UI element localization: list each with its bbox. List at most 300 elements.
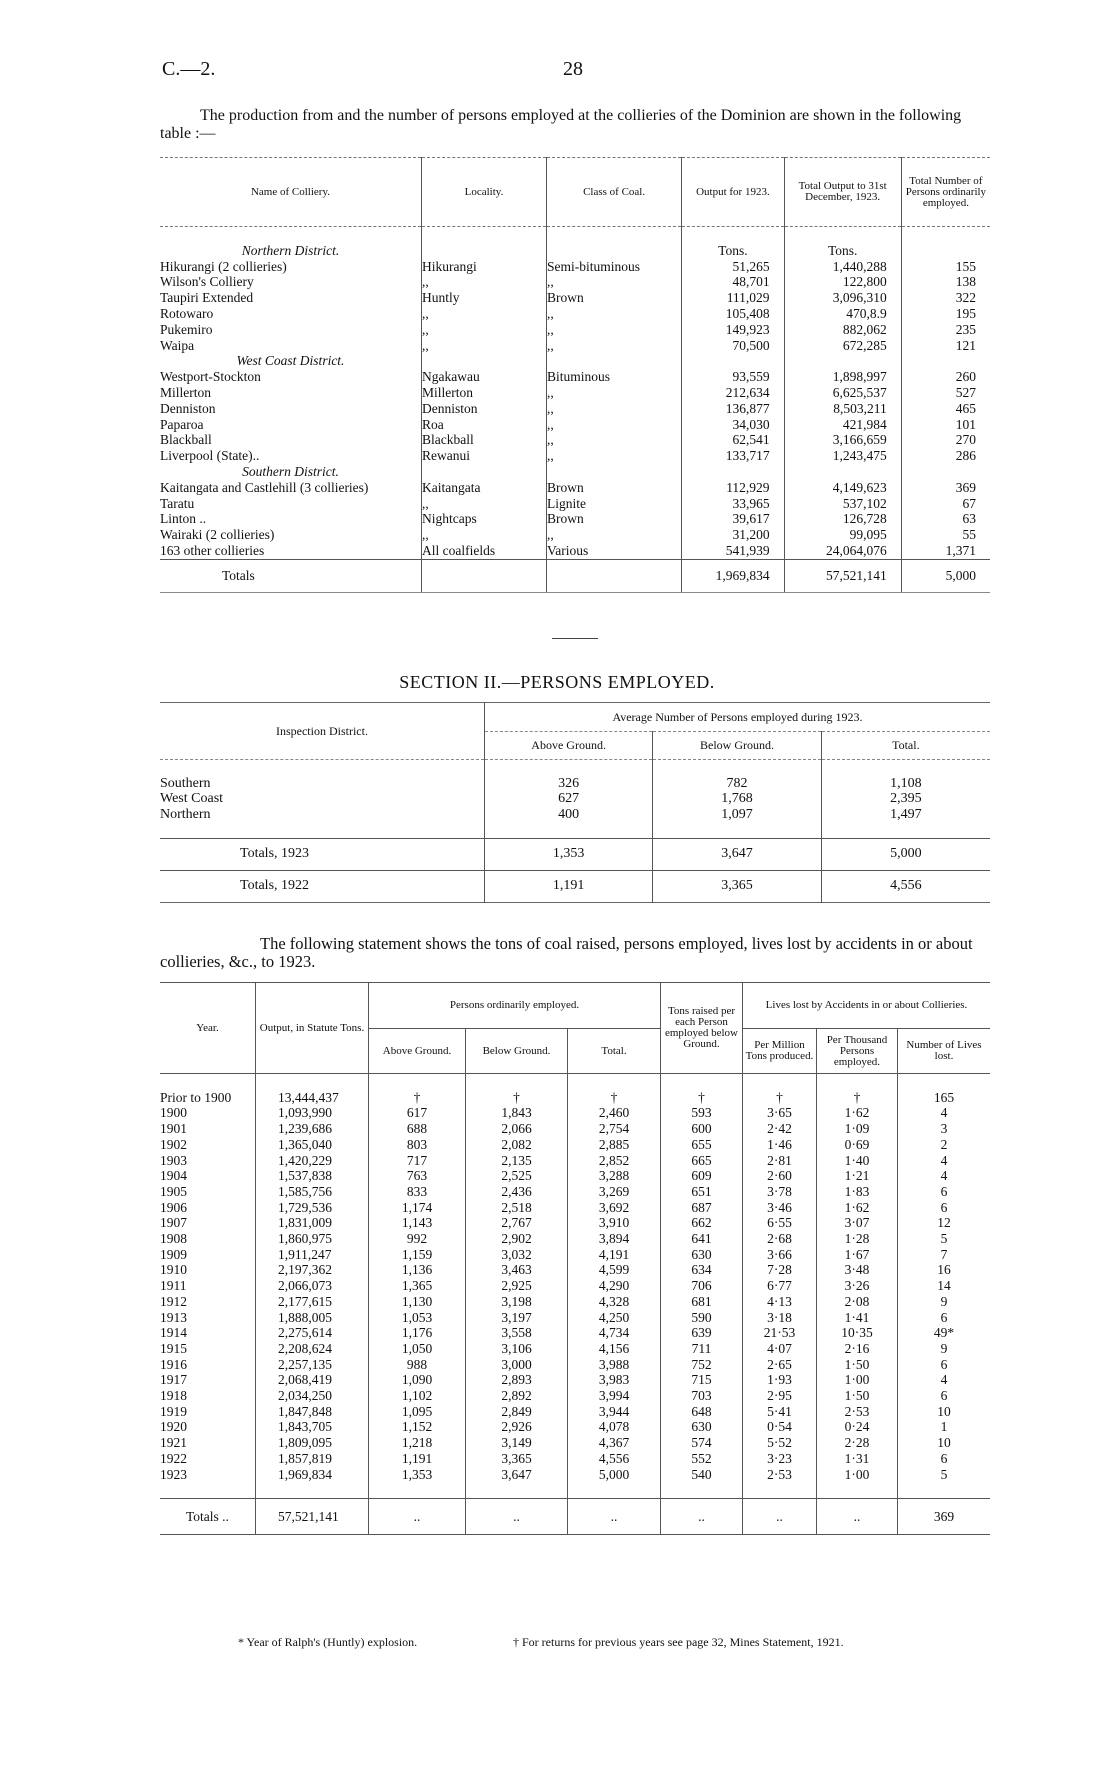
colliery-name: Linton .. (160, 511, 421, 527)
document-code: C.—2. (162, 58, 216, 80)
persons-employed: 527 (955, 384, 976, 400)
output-1923: 33,965 (682, 496, 784, 512)
below-ground: 2,436 (466, 1184, 568, 1200)
colliery-row (160, 274, 990, 290)
colliery-production-table (160, 157, 990, 593)
total: 4,290 (568, 1278, 661, 1294)
col-per-million: Per Million Tons produced. (743, 1029, 817, 1074)
total-output: 24,064,076 (784, 543, 901, 559)
per-million: 4·13 (743, 1294, 817, 1310)
below-ground: 2,892 (466, 1388, 568, 1404)
above-ground: 1,176 (369, 1325, 466, 1341)
year-row (160, 1419, 990, 1435)
below-ground: † (466, 1090, 568, 1106)
intro-paragraph: The production from and the number of persons employed at the collieries of the Dominion are shown in the following table :— (160, 107, 962, 142)
output: 2,257,135 (256, 1357, 369, 1373)
total: 4,156 (568, 1341, 661, 1357)
totals-output: 1,969,834 (682, 559, 784, 592)
per-thousand: 1·00 (817, 1372, 898, 1388)
above-ground: 1,365 (369, 1278, 466, 1294)
output-1923: 93,559 (682, 369, 784, 385)
class-of-coal: Brown (547, 511, 682, 527)
locality: ,, (421, 496, 546, 512)
per-million: 2·81 (743, 1153, 817, 1169)
locality: Denniston (421, 401, 546, 417)
persons-employed: 155 (955, 258, 976, 274)
year: 1909 (160, 1247, 256, 1263)
locality: ,, (421, 338, 546, 354)
tons-per-person: † (661, 1090, 743, 1106)
year: 1918 (160, 1388, 256, 1404)
colliery-row (160, 543, 990, 559)
colliery-name: Millerton (160, 385, 421, 401)
class-of-coal: Semi-bituminous (547, 259, 682, 275)
year-row (160, 1451, 990, 1467)
total-output: 672,285 (784, 338, 901, 354)
col-class: Class of Coal. (547, 158, 682, 227)
lives-lost: 49* (933, 1325, 955, 1341)
persons-employed: 235 (955, 321, 976, 337)
per-thousand: 1·09 (817, 1121, 898, 1137)
output-1923: 34,030 (682, 417, 784, 433)
below-ground: 2,135 (466, 1153, 568, 1169)
footnote-dagger: † For returns for previous years see page 32, Mines Statement, 1921. (513, 1635, 844, 1649)
output-1923: 31,200 (682, 527, 784, 543)
output-1923: 105,408 (682, 306, 784, 322)
output: 1,365,040 (256, 1137, 369, 1153)
persons-employed: 270 (955, 432, 976, 448)
below-ground: 2,849 (466, 1404, 568, 1420)
class-of-coal: ,, (547, 448, 682, 464)
locality: Nightcaps (421, 511, 546, 527)
per-million: 3·78 (743, 1184, 817, 1200)
year: 1900 (160, 1105, 256, 1121)
locality: Ngakawau (421, 369, 546, 385)
output-1923: 62,541 (682, 432, 784, 448)
year: 1907 (160, 1215, 256, 1231)
colliery-row (160, 306, 990, 322)
below-ground: 3,000 (466, 1357, 568, 1373)
locality: ,, (421, 274, 546, 290)
total: 2,885 (568, 1137, 661, 1153)
class-of-coal: ,, (547, 527, 682, 543)
lives-lost: 6 (940, 1309, 948, 1325)
output: 2,197,362 (256, 1262, 369, 1278)
above-ground: 1,143 (369, 1215, 466, 1231)
per-thousand: 1·41 (817, 1310, 898, 1326)
year-row (160, 1310, 990, 1326)
persons-employed: 63 (962, 511, 976, 527)
lives-lost: 6 (940, 1450, 948, 1466)
year: 1908 (160, 1231, 256, 1247)
class-of-coal: ,, (547, 417, 682, 433)
output: 1,843,705 (256, 1419, 369, 1435)
section-title: SECTION II.—PERSONS EMPLOYED. (399, 672, 715, 692)
year-row (160, 1231, 990, 1247)
output: 1,831,009 (256, 1215, 369, 1231)
year-row (160, 1357, 990, 1373)
below-ground: 3,149 (466, 1435, 568, 1451)
total-output: 126,728 (784, 511, 901, 527)
total: 3,269 (568, 1184, 661, 1200)
output: 1,093,990 (256, 1105, 369, 1121)
colliery-row (160, 448, 990, 464)
year: 1911 (160, 1278, 256, 1294)
per-million: 3·66 (743, 1247, 817, 1263)
above-ground: 1,130 (369, 1294, 466, 1310)
per-thousand: 3·07 (817, 1215, 898, 1231)
lives-lost: 16 (937, 1262, 951, 1278)
total-output: 1,898,997 (784, 369, 901, 385)
totals-label: Totals (160, 559, 421, 592)
year-row (160, 1215, 990, 1231)
class-of-coal: ,, (547, 274, 682, 290)
colliery-name: Liverpool (State).. (160, 448, 421, 464)
tons-per-person: 630 (661, 1247, 743, 1263)
col-below: Below Ground. (466, 1029, 568, 1074)
per-million: 5·41 (743, 1404, 817, 1420)
year-row (160, 1153, 990, 1169)
persons-employed: 322 (955, 290, 976, 306)
colliery-name: Kaitangata and Castlehill (3 collieries) (160, 480, 421, 496)
tons-per-person: 703 (661, 1388, 743, 1404)
per-thousand: 2·28 (817, 1435, 898, 1451)
tons-per-person: 600 (661, 1121, 743, 1137)
per-thousand: 1·00 (817, 1467, 898, 1483)
persons-employed: 286 (955, 448, 976, 464)
col-lives-group: Lives lost by Accidents in or about Collieries. (743, 983, 991, 1029)
below-ground: 3,558 (466, 1325, 568, 1341)
tons-per-person: 655 (661, 1137, 743, 1153)
colliery-row (160, 496, 990, 512)
persons-employed: 101 (955, 416, 976, 432)
col-output: Output, in Statute Tons. (256, 983, 369, 1074)
totals-1922-row (160, 870, 990, 902)
col-district: Inspection District. (160, 703, 484, 760)
colliery-row (160, 511, 990, 527)
above-ground: † (369, 1090, 466, 1106)
locality: Roa (421, 417, 546, 433)
per-thousand: 1·40 (817, 1153, 898, 1169)
class-of-coal: Bituminous (547, 369, 682, 385)
lives-lost: 4 (940, 1152, 948, 1168)
below-ground: 782 (653, 776, 821, 792)
total: 2,852 (568, 1153, 661, 1169)
output-1923: 39,617 (682, 511, 784, 527)
class-of-coal: Brown (547, 480, 682, 496)
col-above: Above Ground. (369, 1029, 466, 1074)
tons-per-person: 574 (661, 1435, 743, 1451)
below-ground: 3,463 (466, 1262, 568, 1278)
above-ground: 992 (369, 1231, 466, 1247)
total: 3,988 (568, 1357, 661, 1373)
colliery-name: Rotowaro (160, 306, 421, 322)
output: 1,860,975 (256, 1231, 369, 1247)
totals-1922-total: 4,556 (890, 878, 922, 894)
year: 1922 (160, 1451, 256, 1467)
year-row (160, 1325, 990, 1341)
total-output: 4,149,623 (784, 480, 901, 496)
colliery-row (160, 417, 990, 433)
class-of-coal: ,, (547, 338, 682, 354)
year-row (160, 1137, 990, 1153)
total: 3,983 (568, 1372, 661, 1388)
per-million: 21·53 (743, 1325, 817, 1341)
below-ground: 2,518 (466, 1200, 568, 1216)
output-1923: 133,717 (682, 448, 784, 464)
year-row (160, 1341, 990, 1357)
total-output: 3,166,659 (784, 432, 901, 448)
colliery-row (160, 401, 990, 417)
locality: ,, (421, 527, 546, 543)
per-thousand: 0·69 (817, 1137, 898, 1153)
output: 13,444,437 (256, 1090, 369, 1106)
tons-per-person: 662 (661, 1215, 743, 1231)
total-output: 1,243,475 (784, 448, 901, 464)
year: 1914 (160, 1325, 256, 1341)
totals-total-output: 57,521,141 (784, 559, 901, 592)
tons-per-person: 648 (661, 1404, 743, 1420)
above-ground: 688 (369, 1121, 466, 1137)
year-row (160, 1294, 990, 1310)
below-ground: 3,106 (466, 1341, 568, 1357)
per-thousand: 1·50 (817, 1357, 898, 1373)
year-row (160, 1121, 990, 1137)
output-1923: 541,939 (682, 543, 784, 559)
locality: All coalfields (421, 543, 546, 559)
output-1923: 48,701 (682, 274, 784, 290)
year: 1905 (160, 1184, 256, 1200)
locality: Huntly (421, 290, 546, 306)
class-of-coal: ,, (547, 306, 682, 322)
colliery-row (160, 259, 990, 275)
lives-lost: 5 (940, 1231, 948, 1247)
totals-cell: .. (369, 1498, 466, 1534)
below-ground: 3,647 (466, 1467, 568, 1483)
totals-output: 57,521,141 (256, 1498, 369, 1534)
colliery-name: Taupiri Extended (160, 290, 421, 306)
total: 3,994 (568, 1388, 661, 1404)
above-ground: 1,353 (369, 1467, 466, 1483)
lives-lost: 4 (940, 1372, 948, 1388)
colliery-name: Wairaki (2 collieries) (160, 527, 421, 543)
totals-1923-above: 1,353 (484, 838, 652, 870)
output: 2,068,419 (256, 1372, 369, 1388)
tons-per-person: 552 (661, 1451, 743, 1467)
colliery-name: Pukemiro (160, 322, 421, 338)
lives-lost: 5 (940, 1466, 948, 1482)
statement-paragraph: The following statement shows the tons of coal raised, persons employed, lives lost by accidents in or about collieries, &c., to 1923. (160, 934, 973, 971)
output: 1,239,686 (256, 1121, 369, 1137)
per-million: 3·65 (743, 1105, 817, 1121)
persons-employed: 55 (962, 527, 976, 543)
output: 1,809,095 (256, 1435, 369, 1451)
locality: Blackball (421, 432, 546, 448)
year: 1906 (160, 1200, 256, 1216)
col-total-output: Total Output to 31st December, 1923. (784, 158, 901, 227)
tons-per-person: 590 (661, 1310, 743, 1326)
output: 1,537,838 (256, 1168, 369, 1184)
total: 4,078 (568, 1419, 661, 1435)
above-ground: 1,191 (369, 1451, 466, 1467)
totals-row (160, 559, 990, 592)
below-ground: 2,525 (466, 1168, 568, 1184)
output: 2,208,624 (256, 1341, 369, 1357)
colliery-name: Hikurangi (2 collieries) (160, 259, 421, 275)
col-locality: Locality. (421, 158, 546, 227)
statement-table (160, 982, 990, 1535)
per-thousand: 1·62 (817, 1200, 898, 1216)
col-group: Average Number of Persons employed during 1923. (484, 703, 990, 732)
total-output: 122,800 (784, 274, 901, 290)
above-ground: 1,053 (369, 1310, 466, 1326)
totals-1923-total: 5,000 (890, 846, 922, 862)
below-ground: 2,082 (466, 1137, 568, 1153)
lives-lost: 165 (933, 1089, 955, 1105)
year: 1901 (160, 1121, 256, 1137)
col-output: Output for 1923. (682, 158, 784, 227)
tons-per-person: 687 (661, 1200, 743, 1216)
per-million: 6·55 (743, 1215, 817, 1231)
lives-lost: 6 (940, 1356, 948, 1372)
lives-lost: 6 (940, 1183, 948, 1199)
tons-per-person: 593 (661, 1105, 743, 1121)
total-output: 3,096,310 (784, 290, 901, 306)
per-thousand: 1·50 (817, 1388, 898, 1404)
col-tons-raised: Tons raised per each Person employed below Ground. (661, 983, 743, 1074)
output-1923: 70,500 (682, 338, 784, 354)
total-output: 882,062 (784, 322, 901, 338)
below-ground: 2,902 (466, 1231, 568, 1247)
locality: ,, (421, 306, 546, 322)
below-ground: 1,768 (653, 791, 821, 807)
colliery-row (160, 290, 990, 306)
per-thousand: 3·26 (817, 1278, 898, 1294)
totals-label: Totals .. (160, 1498, 256, 1534)
output-1923: 136,877 (682, 401, 784, 417)
total: 1,497 (890, 806, 922, 822)
per-thousand: 10·35 (817, 1325, 898, 1341)
year: Prior to 1900 (160, 1090, 256, 1106)
year: 1904 (160, 1168, 256, 1184)
output-1923: 112,929 (682, 480, 784, 496)
per-million: † (743, 1090, 817, 1106)
district-row (160, 807, 990, 823)
above-ground: 717 (369, 1153, 466, 1169)
total: 2,460 (568, 1105, 661, 1121)
col-below: Below Ground. (653, 732, 821, 760)
output: 1,729,536 (256, 1200, 369, 1216)
locality: Hikurangi (421, 259, 546, 275)
year: 1916 (160, 1357, 256, 1373)
colliery-row (160, 432, 990, 448)
per-million: 7·28 (743, 1262, 817, 1278)
total-output: 8,503,211 (784, 401, 901, 417)
total: 4,250 (568, 1310, 661, 1326)
district-name: Southern (160, 776, 484, 792)
per-million: 3·46 (743, 1200, 817, 1216)
total: 5,000 (568, 1467, 661, 1483)
colliery-name: Wilson's Colliery (160, 274, 421, 290)
year: 1919 (160, 1404, 256, 1420)
colliery-name: Westport-Stockton (160, 369, 421, 385)
colliery-name: 163 other collieries (160, 543, 421, 559)
class-of-coal: ,, (547, 401, 682, 417)
output: 1,857,819 (256, 1451, 369, 1467)
total: 4,191 (568, 1247, 661, 1263)
per-million: 1·93 (743, 1372, 817, 1388)
per-million: 2·68 (743, 1231, 817, 1247)
district-heading: Southern District. (160, 464, 421, 480)
totals-cell: .. (568, 1498, 661, 1534)
colliery-row (160, 527, 990, 543)
totals-1923-label: Totals, 1923 (160, 838, 484, 870)
totals-persons: 5,000 (901, 559, 990, 592)
locality: Millerton (421, 385, 546, 401)
unit-label: Tons. (682, 243, 784, 259)
per-million: 2·42 (743, 1121, 817, 1137)
output: 2,275,614 (256, 1325, 369, 1341)
year-row (160, 1435, 990, 1451)
col-name: Name of Colliery. (160, 158, 421, 227)
above-ground: 988 (369, 1357, 466, 1373)
totals-1922-below: 3,365 (653, 870, 821, 902)
class-of-coal: Brown (547, 290, 682, 306)
col-persons: Total Number of Persons ordinarily employed. (905, 174, 987, 209)
per-million: 4·07 (743, 1341, 817, 1357)
locality: ,, (421, 322, 546, 338)
output: 1,969,834 (256, 1467, 369, 1483)
lives-lost: 3 (940, 1121, 948, 1137)
below-ground: 3,198 (466, 1294, 568, 1310)
lives-lost: 6 (940, 1388, 948, 1404)
output: 1,420,229 (256, 1153, 369, 1169)
year: 1902 (160, 1137, 256, 1153)
per-million: 3·18 (743, 1310, 817, 1326)
totals-1922-label: Totals, 1922 (160, 870, 484, 902)
persons-employed: 465 (955, 400, 976, 416)
persons-employed: 369 (955, 479, 976, 495)
totals-lives: 369 (933, 1508, 955, 1524)
total-output: 421,984 (784, 417, 901, 433)
output: 2,034,250 (256, 1388, 369, 1404)
colliery-name: Denniston (160, 401, 421, 417)
totals-cell: .. (466, 1498, 568, 1534)
total: 4,328 (568, 1294, 661, 1310)
per-million: 3·23 (743, 1451, 817, 1467)
per-thousand: 2·16 (817, 1341, 898, 1357)
above-ground: 400 (484, 807, 652, 823)
lives-lost: 9 (940, 1340, 948, 1356)
per-thousand: 2·08 (817, 1294, 898, 1310)
tons-per-person: 665 (661, 1153, 743, 1169)
tons-per-person: 609 (661, 1168, 743, 1184)
year-row (160, 1467, 990, 1483)
year-row (160, 1184, 990, 1200)
class-of-coal: ,, (547, 432, 682, 448)
colliery-row (160, 369, 990, 385)
above-ground: 1,102 (369, 1388, 466, 1404)
below-ground: 2,767 (466, 1215, 568, 1231)
output: 1,888,005 (256, 1310, 369, 1326)
year: 1903 (160, 1153, 256, 1169)
year: 1921 (160, 1435, 256, 1451)
totals-1923-row (160, 838, 990, 870)
persons-employed: 138 (955, 274, 976, 290)
per-thousand: 2·53 (817, 1404, 898, 1420)
above-ground: 1,218 (369, 1435, 466, 1451)
totals-cell: .. (661, 1498, 743, 1534)
